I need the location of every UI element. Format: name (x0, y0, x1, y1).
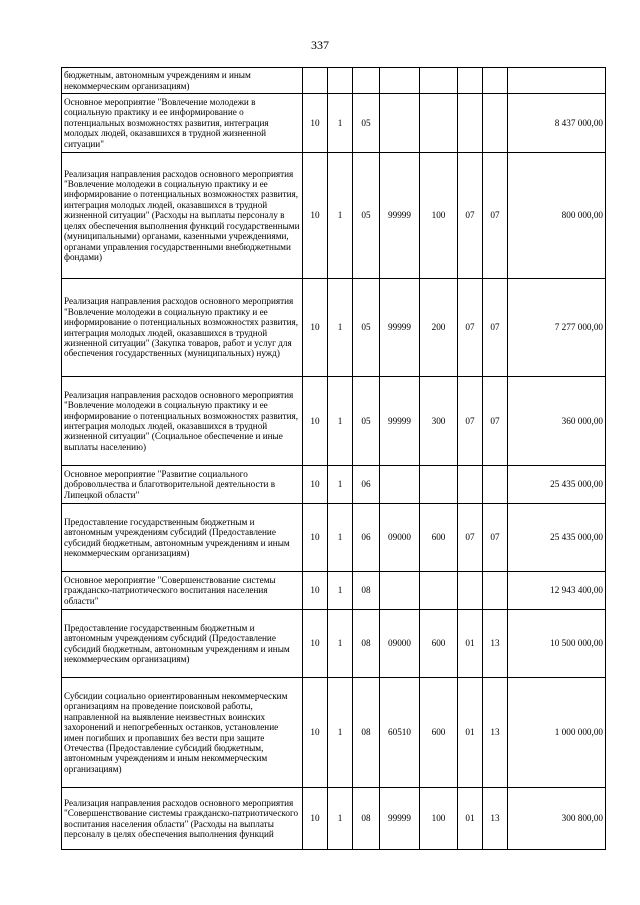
cell-code-2: 1 (328, 279, 353, 377)
cell-code-7 (483, 68, 508, 94)
cell-code-7 (483, 466, 508, 504)
cell-code-3: 08 (353, 572, 380, 610)
cell-code-5 (420, 68, 458, 94)
cell-code-5 (420, 572, 458, 610)
cell-code-4: 60510 (380, 678, 420, 788)
cell-code-7: 13 (483, 678, 508, 788)
cell-code-4 (380, 68, 420, 94)
cell-code-3: 05 (353, 94, 380, 153)
cell-code-5 (420, 466, 458, 504)
cell-code-6 (458, 68, 483, 94)
budget-table (61, 67, 606, 850)
cell-code-3: 06 (353, 466, 380, 504)
cell-code-4: 99999 (380, 788, 420, 850)
cell-code-1: 10 (303, 466, 328, 504)
cell-code-5: 600 (420, 504, 458, 572)
cell-code-6: 01 (458, 610, 483, 678)
cell-name: Основное мероприятие "Развитие социального добровольчества и благотворительной деятельности в Липецкой области" (62, 466, 303, 504)
cell-code-7: 13 (483, 788, 508, 850)
cell-amount: 800 000,00 (508, 153, 606, 279)
cell-code-4: 09000 (380, 610, 420, 678)
table-row (62, 94, 606, 153)
cell-name: бюджетным, автономным учреждениям и иным некоммерческим организациям) (62, 68, 303, 94)
table-row (62, 678, 606, 788)
cell-code-6 (458, 466, 483, 504)
cell-code-7 (483, 94, 508, 153)
cell-code-7: 13 (483, 610, 508, 678)
cell-code-3: 08 (353, 678, 380, 788)
cell-code-3: 08 (353, 788, 380, 850)
cell-code-4 (380, 94, 420, 153)
cell-code-6: 07 (458, 279, 483, 377)
cell-name: Реализация направления расходов основного мероприятия "Вовлечение молодежи в социальную практику и ее информирование о потенциальных возможностях развития, интеграция молодых людей, оказавшихся в трудной жизненной ситуации" (Расходы на выплаты персоналу в целях обеспечения выполнения функций государственными (муниципальными) органами, казенными учреждениями, органами управления государственными внебюджетными фондами) (62, 153, 303, 279)
cell-code-2: 1 (328, 678, 353, 788)
cell-code-3: 05 (353, 279, 380, 377)
cell-name: Основное мероприятие "Совершенствование системы гражданско-патриотического воспитания населения области" (62, 572, 303, 610)
cell-amount: 25 435 000,00 (508, 466, 606, 504)
cell-code-2: 1 (328, 504, 353, 572)
cell-code-4: 09000 (380, 504, 420, 572)
table-row (62, 610, 606, 678)
cell-amount: 10 500 000,00 (508, 610, 606, 678)
cell-code-5: 300 (420, 377, 458, 466)
cell-name: Реализация направления расходов основного мероприятия "Совершенствование системы гражданско-патриотического воспитания населения области" (Расходы на выплаты персоналу в целях обеспечения выполнения функций (62, 788, 303, 850)
cell-code-3: 06 (353, 504, 380, 572)
cell-code-2: 1 (328, 153, 353, 279)
cell-code-6: 07 (458, 377, 483, 466)
cell-code-1 (303, 68, 328, 94)
table-row (62, 279, 606, 377)
cell-code-5: 100 (420, 153, 458, 279)
cell-code-5: 100 (420, 788, 458, 850)
cell-code-5: 600 (420, 610, 458, 678)
cell-code-4: 99999 (380, 377, 420, 466)
cell-amount: 8 437 000,00 (508, 94, 606, 153)
cell-code-7: 07 (483, 153, 508, 279)
cell-code-1: 10 (303, 504, 328, 572)
table-row (62, 572, 606, 610)
cell-code-1: 10 (303, 788, 328, 850)
cell-code-1: 10 (303, 572, 328, 610)
cell-amount: 12 943 400,00 (508, 572, 606, 610)
cell-code-3: 05 (353, 377, 380, 466)
cell-code-1: 10 (303, 94, 328, 153)
cell-code-5 (420, 94, 458, 153)
cell-code-4: 99999 (380, 279, 420, 377)
cell-amount: 7 277 000,00 (508, 279, 606, 377)
cell-code-2: 1 (328, 788, 353, 850)
cell-name: Предоставление государственным бюджетным и автономным учреждениям субсидий (Предоставление субсидий бюджетным, автономным учреждениям и иным некоммерческим организациям) (62, 610, 303, 678)
cell-amount (508, 68, 606, 94)
cell-code-6 (458, 572, 483, 610)
cell-code-6: 07 (458, 153, 483, 279)
cell-code-7: 07 (483, 279, 508, 377)
cell-code-1: 10 (303, 610, 328, 678)
cell-code-7: 07 (483, 377, 508, 466)
cell-amount: 300 800,00 (508, 788, 606, 850)
cell-code-1: 10 (303, 678, 328, 788)
cell-code-2: 1 (328, 94, 353, 153)
cell-code-2: 1 (328, 572, 353, 610)
cell-code-4: 99999 (380, 153, 420, 279)
cell-code-1: 10 (303, 153, 328, 279)
cell-code-4 (380, 572, 420, 610)
cell-code-6: 07 (458, 504, 483, 572)
cell-code-3 (353, 68, 380, 94)
cell-code-7: 07 (483, 504, 508, 572)
cell-code-2 (328, 68, 353, 94)
table-row (62, 377, 606, 466)
cell-code-7 (483, 572, 508, 610)
cell-amount: 25 435 000,00 (508, 504, 606, 572)
cell-code-6 (458, 94, 483, 153)
cell-code-1: 10 (303, 279, 328, 377)
cell-amount: 360 000,00 (508, 377, 606, 466)
cell-code-4 (380, 466, 420, 504)
cell-code-1: 10 (303, 377, 328, 466)
page-number: 337 (311, 38, 329, 52)
table-row (62, 788, 606, 850)
cell-amount: 1 000 000,00 (508, 678, 606, 788)
table-row (62, 504, 606, 572)
cell-name: Основное мероприятие "Вовлечение молодежи в социальную практику и ее информирование о потенциальных возможностях развития, интеграция молодых людей, оказавшихся в трудной жизненной ситуации" (62, 94, 303, 153)
cell-code-5: 200 (420, 279, 458, 377)
cell-code-6: 01 (458, 678, 483, 788)
table-row (62, 466, 606, 504)
cell-code-3: 05 (353, 153, 380, 279)
cell-code-2: 1 (328, 466, 353, 504)
cell-code-2: 1 (328, 610, 353, 678)
cell-code-2: 1 (328, 377, 353, 466)
cell-name: Реализация направления расходов основного мероприятия "Вовлечение молодежи в социальную практику и ее информирование о потенциальных возможностях развития, интеграция молодых людей, оказавшихся в трудной жизненной ситуации" (Закупка товаров, работ и услуг для обеспечения государственных (муниципальных) нужд) (62, 279, 303, 377)
cell-name: Субсидии социально ориентированным некоммерческим организациям на проведение поисковой работы, направленной на выявление неизвестных воинских захоронений и непогребенных останков, установление имен погибших и пропавших без вести при защите Отечества (Предоставление субсидий бюджетным, автономным учреждениям и иным некоммерческим организациям) (62, 678, 303, 788)
table-row (62, 68, 606, 94)
cell-code-5: 600 (420, 678, 458, 788)
cell-name: Предоставление государственным бюджетным и автономным учреждениям субсидий (Предоставление субсидий бюджетным, автономным учреждениям и иным некоммерческим организациям) (62, 504, 303, 572)
cell-code-6: 01 (458, 788, 483, 850)
cell-code-3: 08 (353, 610, 380, 678)
table-row (62, 153, 606, 279)
cell-name: Реализация направления расходов основного мероприятия "Вовлечение молодежи в социальную практику и ее информирование о потенциальных возможностях развития, интеграция молодых людей, оказавшихся в трудной жизненной ситуации" (Социальное обеспечение и иные выплаты населению) (62, 377, 303, 466)
